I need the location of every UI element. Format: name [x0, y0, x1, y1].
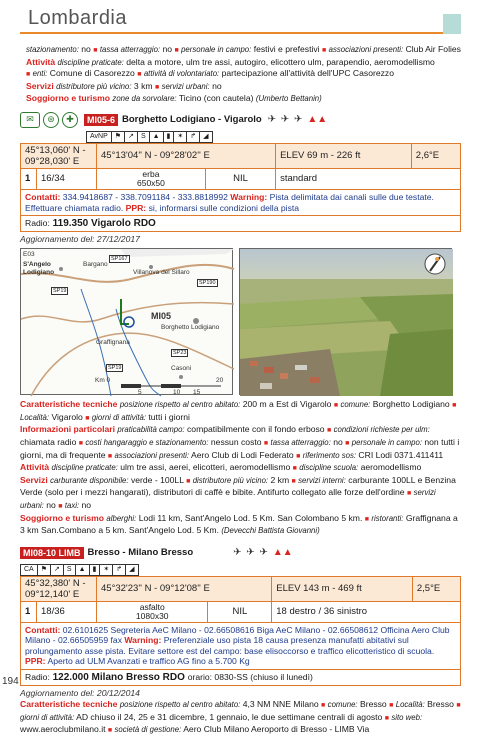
- facility-label: AvNP: [86, 131, 112, 143]
- field2-description: [20, 699, 461, 737]
- intro-line-4: Servizi distributore più vicino: 3 km ■ servizi urbani: no: [26, 80, 222, 91]
- map-label: E03: [23, 251, 35, 259]
- coord-decimal: 45°32,380' N - 09°12,140' E: [21, 576, 97, 601]
- desc-activity: Attività discipline praticate: ulm tre assi, aerei, elicotteri, aeromodellismo ■ discipline scuola: aeromodellismo: [20, 462, 422, 473]
- desc-technical: Caratteristiche tecniche posizione rispetto al centro abitato: 200 m a Est di Vigarolo ■ comune: Borghetto Lodigiano ■ Località: Vigarolo ■ giorni di attività: tutti i giorni: [20, 399, 457, 422]
- field1-code: MI05-6: [84, 114, 118, 126]
- map-road: SP19: [53, 288, 67, 295]
- field1-description: [20, 399, 461, 537]
- field1-facility-icons: [86, 131, 461, 143]
- aerial-drawing: [240, 249, 453, 396]
- aircraft-icon: ✈ ✈ ✈: [233, 547, 269, 559]
- field1-contacts: Contatti: 334.9418687 - 338.7091184 - 333.8818992 Warning: Pista delimitata dai canali sulle due testate. Effettuare chiamata radio. PPR: si, informarsi sulle condizioni della pista: [20, 190, 461, 216]
- field1-title-strip: [20, 109, 461, 131]
- field2-name: Bresso - Milano Bresso: [87, 547, 194, 559]
- runway-lights: NIL: [205, 168, 275, 189]
- slope-icon: ◢: [199, 131, 212, 143]
- tower-icon: ▲: [149, 131, 164, 143]
- field1-images: [20, 248, 461, 395]
- intro-line-1: stazionamento: no ■ tassa atterraggio: no ■ personale in campo: festivi e prefestivi ■ associazioni presenti: Club Air Folies: [26, 44, 461, 54]
- facility-label: S: [63, 564, 76, 576]
- direction-icon: ↱: [112, 564, 126, 576]
- direction-icon: ↱: [186, 131, 200, 143]
- page: [20, 6, 461, 735]
- desc-info: Informazioni particolari praticabilità campo: compatibilmente con il fondo erboso ■ condizioni richieste per ulm: chiamata radio ■ costi hangaraggio e stazionamento: nessun costo ■ tassa atterraggio: no ■ personale in campo: non tutti i giorni, ma di frequente ■ associazioni presenti: Aero Club di Lodi Federato ■ riferimento sos: CRI Lodi 0371.411411: [20, 424, 460, 460]
- runway-num: 1: [21, 601, 37, 622]
- parking-icon: ▮: [163, 131, 175, 143]
- field1-updated: Aggiornamento del: 27/12/2017: [20, 234, 140, 245]
- facility-label: S: [137, 131, 150, 143]
- lights-icon: ✶: [99, 564, 113, 576]
- aircraft-icon: ✈ ✈ ✈: [267, 114, 304, 126]
- runway-dir: 16/34: [37, 168, 97, 189]
- field1-aerial-photo: [239, 248, 452, 395]
- runway-pattern: standard: [276, 168, 461, 189]
- runway-surface: erba 650x50: [97, 168, 206, 189]
- field1-coord-table: [20, 143, 461, 190]
- map-label: Casoni: [171, 365, 192, 373]
- field1-map: [20, 248, 233, 395]
- coord-dms: 45°32'23'' N - 09°12'08'' E: [97, 576, 272, 601]
- map-scale: 10: [173, 389, 181, 397]
- field2-coord-table: [20, 576, 461, 623]
- thumb-tab: [443, 14, 461, 34]
- desc-technical: Caratteristiche tecniche posizione rispetto al centro abitato: 4,3 NM NNE Milano ■ comune: Bresso ■ Località: Bresso ■ giorni di attività: AD chiuso il 24, 25 e 31 dicembre, 1 gennaio, le due settimane centrali di agosto ■ sito web: www.aeroclubmilano.it ■ società di gestione: Aero Club Milano Aeroporto di Bresso - LIMB Via: [20, 699, 461, 735]
- facility-label: CA: [20, 564, 38, 576]
- hangar-icon: ▲▲: [272, 547, 293, 559]
- map-label: Borghetto Lodigiano: [161, 324, 220, 332]
- map-label: Graffignana: [96, 339, 130, 347]
- mail-icon: ✉: [20, 112, 40, 128]
- lights-icon: ✶: [173, 131, 187, 143]
- hangar-icon: ▲▲: [307, 114, 328, 126]
- map-label: S'Angelo: [23, 261, 51, 269]
- previous-field-info: [20, 44, 461, 105]
- field2-facility-icons: [20, 564, 461, 576]
- elevation: ELEV 143 m - 469 ft: [272, 576, 413, 601]
- region-title: Lombardia: [28, 7, 128, 29]
- parking-icon: ▮: [89, 564, 101, 576]
- page-header: [20, 6, 461, 34]
- map-scale: 20: [216, 377, 224, 385]
- wheel-icon: ⊛: [43, 112, 59, 128]
- map-label: Bargano: [83, 261, 108, 269]
- runway-dir: 18/36: [37, 601, 97, 622]
- map-label: Villanova del Sillaro: [133, 269, 190, 277]
- desc-services: Servizi carburante disponibile: verde - 100LL ■ distributore più vicino: 2 km ■ servizi interni: carburante 100LL e Benzina Verde (solo per i mezzi hangarati), distributori di caffè e bibite. Antifurto collegato alle forze dell'ordine ■ servizi urbani: no ■ taxi: no: [20, 474, 456, 510]
- sos-icon: ✚: [62, 112, 78, 128]
- field1-radio: Radio: 119.350 Vigarolo RDO: [20, 216, 461, 232]
- map-road: SP19: [108, 365, 122, 372]
- magnetic-variation: 2,5°E: [412, 576, 460, 601]
- map-scale: 5: [138, 389, 142, 397]
- coord-dms: 45°13'04'' N - 09°28'02'' E: [97, 143, 276, 168]
- intro-line-5: Soggiorno e turismo zone da sorvolare: Ticino (con cautela) (Umberto Bettanin): [26, 93, 322, 104]
- coord-decimal: 45°13,060' N - 09°28,030' E: [21, 143, 97, 168]
- map-label: Lodigiano: [23, 269, 55, 277]
- wind-icon: ↗: [50, 564, 64, 576]
- map-road: SP167: [111, 256, 128, 263]
- fuel-icon: ⚑: [37, 564, 51, 576]
- elevation: ELEV 69 m - 226 ft: [276, 143, 412, 168]
- field2-updated: Aggiornamento del: 20/12/2014: [20, 688, 140, 699]
- field1-name: Borghetto Lodigiano - Vigarolo: [122, 114, 262, 126]
- runway-lights: NIL: [208, 601, 272, 622]
- field2-code: MI08-10 LIMB: [20, 547, 84, 559]
- runway-pattern: 18 destro / 36 sinistro: [272, 601, 461, 622]
- fuel-icon: ⚑: [111, 131, 125, 143]
- map-field-code: MI05: [151, 311, 172, 322]
- page-number: 194: [2, 676, 19, 687]
- map-road: SP23: [173, 350, 187, 357]
- intro-line-3: ■ enti: Comune di Casorezzo ■ attività di volontariato: partecipazione all'attività dell'UPC Casorezzo: [26, 68, 394, 79]
- runway-surface: asfalto 1080x30: [97, 601, 208, 622]
- field2-contacts: Contatti: 02.6101625 Segreteria AeC Milano - 02.66508616 Biga AeC Milano - 02.66508612 Officina Aero Club Milano - 02.66505959 fax Warning: Preferenziale uso pista 18 causa presenza manufatti abitativi sul prolungamento asse pista. Evitare settore est del campo: base elisoccorso e traffico elicotteristico di scuola. PPR: Aperto ad ULM Avanzati e traffico AG fino a 5.700 Kg: [20, 623, 461, 670]
- magnetic-variation: 2,6°E: [411, 143, 460, 168]
- slope-icon: ◢: [125, 564, 138, 576]
- wind-icon: ↗: [124, 131, 138, 143]
- map-road: SP190: [199, 280, 216, 287]
- runway-num: 1: [21, 168, 37, 189]
- field2-radio: Radio: 122.000 Milano Bresso RDO orario: 0830-SS (chiuso il lunedì): [20, 670, 461, 686]
- map-scale: 15: [193, 389, 201, 397]
- tower-icon: ▲: [75, 564, 90, 576]
- map-scale: Km 0: [95, 377, 111, 385]
- field2-title-strip: [20, 542, 461, 564]
- desc-tourism: Soggiorno e turismo alberghi: Lodi 11 km, Sant'Angelo Lod. 5 Km. San Colombano 5 km. ■ ristoranti: Graffignana a 3 km San.Combano a 5 km. Sant'Angelo Lod. 5 Km. (Devecchi Battista Giovanni): [20, 512, 458, 536]
- intro-line-2: Attività discipline praticate: delta a motore, ulm tre assi, autogiro, elicottero ulm, parapendio, aeromodellismo: [26, 56, 435, 67]
